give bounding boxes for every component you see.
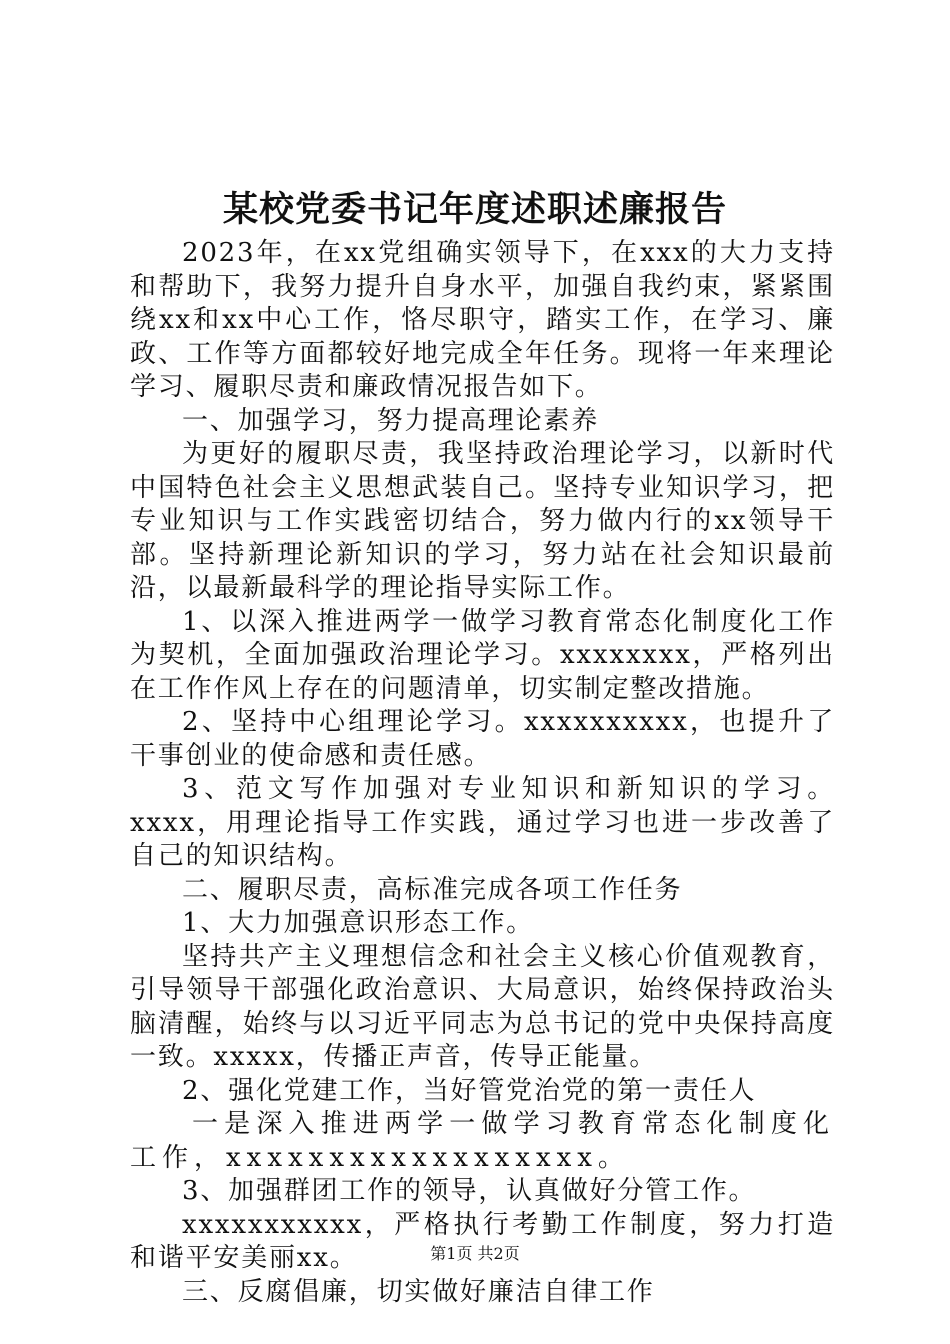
document-body — [130, 237, 835, 1309]
section-heading-2: 二、履职尽责，高标准完成各项工作任务 — [182, 874, 683, 905]
document-title: 某校党委书记年度述职述廉报告 — [222, 189, 727, 230]
list-item: 1、以深入推进两学一做学习教育常态化制度化工作为契机，全面加强政治理论学习。xxxxxxxx，严格列出在工作作风上存在的问题清单，切实制定整改措施。 — [130, 606, 835, 704]
list-item: 2、强化党建工作，当好管党治党的第一责任人 — [182, 1075, 757, 1106]
paragraph: 为更好的履职尽责，我坚持政治理论学习，以新时代中国特色社会主义思想武装自己。坚持专业知识学习，把专业知识与工作实践密切结合，努力做内行的xx领导干部。坚持新理论新知识的学习，努力站在社会知识最前沿，以最新最科学的理论指导实际工作。 — [130, 439, 835, 603]
list-item: 3、加强群团工作的领导，认真做好分管工作。 — [182, 1176, 757, 1206]
list-item: 2、坚持中心组理论学习。xxxxxxxxxx，也提升了干事创业的使命感和责任感。 — [130, 707, 835, 771]
paragraph: 坚持共产主义理想信念和社会主义核心价值观教育，引导领导干部强化政治意识、大局意识，始终保持政治头脑清醒，始终与以习近平同志为总书记的党中央保持高度一致。xxxxx，传播正声音，传导正能量。 — [130, 941, 835, 1072]
section-heading-1: 一、加强学习，努力提高理论素养 — [182, 405, 600, 436]
section-heading-3: 三、反腐倡廉，切实做好廉洁自律工作 — [182, 1276, 655, 1307]
paragraph: 一是深入推进两学一做学习教育常态化制度化工作，xxxxxxxxxxxxxxxxxx。 — [130, 1109, 835, 1173]
page-footer: 第1页 共2页 — [430, 1244, 520, 1263]
list-item: 1、大力加强意识形态工作。 — [182, 908, 534, 938]
paragraph: xxxxxxxxxxx，严格执行考勤工作制度，努力打造和谐平安美丽xx。 — [130, 1209, 835, 1273]
paragraph-intro: 2023年，在xx党组确实领导下，在xxx的大力支持和帮助下，我努力提升自身水平，加强自我约束，紧紧围绕xx和xx中心工作，恪尽职守，踏实工作，在学习、廉政、工作等方面都较好地完成全年任务。现将一年来理论学习、履职尽责和廉政情况报告如下。 — [130, 238, 835, 402]
list-item: 3、范文写作加强对专业知识和新知识的学习。xxxx，用理论指导工作实践，通过学习也进一步改善了自己的知识结构。 — [130, 774, 835, 871]
